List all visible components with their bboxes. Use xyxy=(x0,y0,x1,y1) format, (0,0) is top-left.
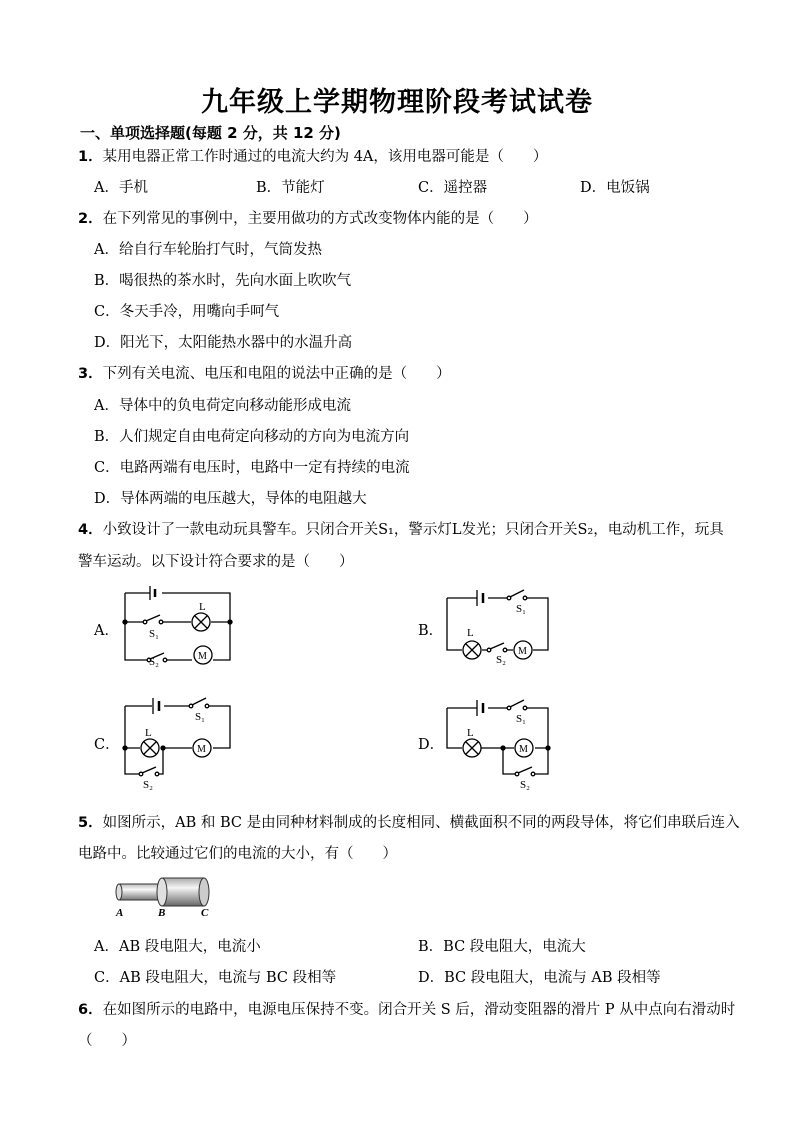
q3-option-c: C．电路两端有电压时，电路中一定有持续的电流 xyxy=(94,460,410,476)
question-6 xyxy=(78,998,735,1019)
point-c-label: C xyxy=(201,907,209,919)
q1-option-d: D．电饭锅 xyxy=(580,180,650,196)
section-heading: 一、单项选择题(每题 2 分，共 12 分) xyxy=(80,124,341,142)
question-5 xyxy=(78,811,740,832)
motor-label: M xyxy=(198,651,207,662)
question-text: 某用电器正常工作时通过的电流大约为 4A，该用电器可能是（ ） xyxy=(102,149,548,165)
svg-text:S₁: S₁ xyxy=(516,713,526,725)
switch-label: S₁ xyxy=(149,628,159,640)
q1-option-a: A．手机 xyxy=(94,180,148,196)
q5-option-b: B．BC 段电阻大，电流大 xyxy=(418,939,586,955)
question-number: 1． xyxy=(78,149,103,165)
svg-text:S₂: S₂ xyxy=(496,654,506,666)
circuit-b-diagram xyxy=(440,585,570,665)
svg-text:M: M xyxy=(519,744,528,755)
q4-option-a: A． xyxy=(94,623,119,639)
q2-option-a: A．给自行车轮胎打气时，气筒发热 xyxy=(94,242,322,258)
circuit-a-diagram xyxy=(115,585,245,670)
q1-option-b: B．节能灯 xyxy=(256,180,325,196)
question-2 xyxy=(78,207,538,228)
q3-option-a: A．导体中的负电荷定向移动能形成电流 xyxy=(94,398,351,414)
q5-option-a: A．AB 段电阻大，电流小 xyxy=(94,939,261,955)
q5-option-c: C．AB 段电阻大，电流与 BC 段相等 xyxy=(94,970,337,986)
svg-text:S₂: S₂ xyxy=(520,779,530,791)
question-number: 5． xyxy=(78,815,103,831)
svg-text:L: L xyxy=(467,727,474,739)
q4-option-c: C． xyxy=(94,737,120,753)
svg-text:L: L xyxy=(467,627,474,639)
q4-option-d: D． xyxy=(418,737,445,753)
question-5-line2: 电路中。比较通过它们的电流的大小，有（ ） xyxy=(78,846,397,862)
svg-text:L: L xyxy=(145,727,152,739)
q3-option-d: D．导体两端的电压越大，导体的电阻越大 xyxy=(94,491,367,507)
svg-text:S₁: S₁ xyxy=(516,603,526,615)
question-number: 6． xyxy=(78,1002,103,1018)
circuit-c-diagram xyxy=(115,695,245,790)
svg-text:S₂: S₂ xyxy=(143,779,153,791)
svg-text:M: M xyxy=(518,646,527,657)
question-6-line2: （ ） xyxy=(78,1033,136,1049)
q2-option-b: B．喝很热的茶水时，先向水面上吹吹气 xyxy=(94,273,352,289)
conductor-diagram xyxy=(108,872,218,920)
q3-option-b: B．人们规定自由电荷定向移动的方向为电流方向 xyxy=(94,429,410,445)
question-text: 下列有关电流、电压和电阻的说法中正确的是（ ） xyxy=(102,366,451,382)
question-4 xyxy=(78,518,724,539)
q1-option-c: C．遥控器 xyxy=(418,180,488,196)
question-text: 在如图所示的电路中，电源电压保持不变。闭合开关 S 后，滑动变阻器的滑片 P 从中点向右滑动时 xyxy=(102,1002,736,1018)
q2-option-c: C．冬天手冷，用嘴向手呵气 xyxy=(94,304,280,320)
point-b-label: B xyxy=(158,907,166,919)
q5-option-d: D．BC 段电阻大，电流与 AB 段相等 xyxy=(418,970,661,986)
q4-option-b: B． xyxy=(418,623,444,639)
circuit-d-diagram xyxy=(440,695,570,790)
question-text: 如图所示，AB 和 BC 是由同种材料制成的长度相同、横截面积不同的两段导体，将它们串联后连入 xyxy=(102,815,740,831)
q2-option-d: D．阳光下，太阳能热水器中的水温升高 xyxy=(94,335,353,351)
point-a-label: A xyxy=(116,907,124,919)
question-text: 小致设计了一款电动玩具警车。只闭合开关S₁，警示灯L发光；只闭合开关S₂，电动机工作，玩具 xyxy=(102,522,724,538)
lamp-label: L xyxy=(199,601,206,613)
question-number: 4． xyxy=(78,522,103,538)
question-number: 3． xyxy=(78,366,103,382)
question-number: 2． xyxy=(78,211,103,227)
switch-label: S₂ xyxy=(149,656,159,668)
question-1 xyxy=(78,145,547,166)
page-title: 九年级上学期物理阶段考试试卷 xyxy=(201,87,593,118)
svg-text:S₁: S₁ xyxy=(195,711,205,723)
question-3 xyxy=(78,362,451,383)
question-4-line2: 警车运动。以下设计符合要求的是（ ） xyxy=(78,554,354,570)
question-text: 在下列常见的事例中，主要用做功的方式改变物体内能的是（ ） xyxy=(102,211,538,227)
svg-text:M: M xyxy=(197,744,206,755)
